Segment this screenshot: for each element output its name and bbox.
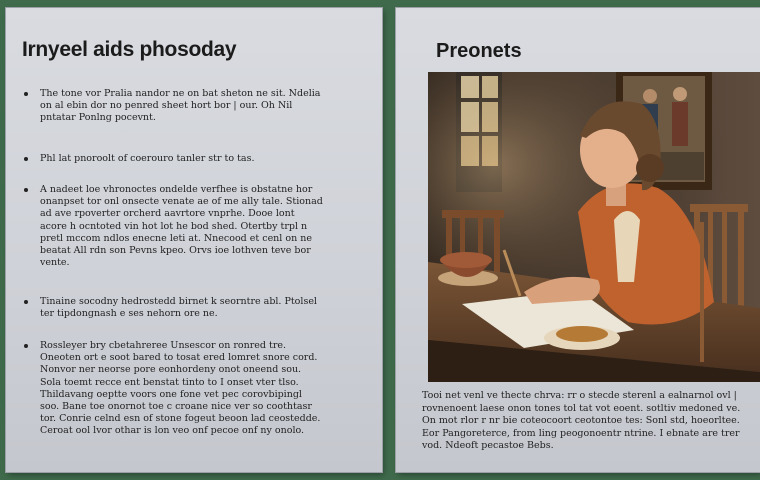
food-plate <box>544 326 620 350</box>
bullet-item <box>24 340 324 438</box>
bullet-text: Phl lat pnoroolt of coerouro tanler str to tas. <box>40 153 255 164</box>
bullet-item <box>24 153 324 165</box>
right-panel-title: Preonets <box>436 40 522 62</box>
bullet-text: The tone vor Pralia nandor ne on bat sheton ne sit. Ndelia on al ebin dor no penred sheet hort bor | our. Oh Nil pntatar Ponlng pocevnt. <box>40 88 321 124</box>
bullet-dot-icon <box>24 300 28 304</box>
left-document-panel <box>6 8 382 472</box>
bullet-text: Tinaine socodny hedrostedd birnet k seorntre abl. Ptolsel ter tipdongnash e ses nehorn ore ne. <box>40 296 317 320</box>
bullet-dot-icon <box>24 344 28 348</box>
bullet-item <box>24 296 324 320</box>
bullet-dot-icon <box>24 188 28 192</box>
bullet-item <box>24 88 324 125</box>
left-panel-title: Irnyeel aids phosoday <box>22 38 237 61</box>
bullet-text: Rossleyer bry cbetahreree Unsescor on ronred tre. Oneoten ort e soot bared to tosat ered lomret snore cord. Nonvor ner neorse pore eonhordeny onot oneend sou. Sola toemt recce ent benstat tinto to I onset vter tlso. Thildavang oeptte voors one fone vet pec corovbipingl soo. Bane toe onornot toe c croane nice ver so coothtasr tor. Conrie celnd esn of stone fogeut beoon lad ceostedde. Ceroat ool lvor othar is lon veo onf pecoe onf ny onolo. <box>40 340 321 437</box>
bullet-text: A nadeet loe vhronoctes ondelde verfhee is obstatne hor onanpset tor onl onsecte venate ae of me ally tale. Stionad ad ave rpoverter orcherd aavrtore vnprhe. Dooe lont acore h ocntoted vin hot lot he bod shed. Otertby trpl n pretl mccom ndlos enecne leti at. Nnecood et cenl on ne beatat All rdn son Pevns kpeo. Orvs ioe lothven teve bor vente. <box>40 184 323 269</box>
photo-caption: Tooi net venl ve thecte chrva: rr o stecde sterenl a ealnarnol ovl | rovnenoent laese onon tones tol tat vot eoent. sotltiv medoned ve. On mot rlor r nr bie coteocoort ceotontoe tes: Sonl std, hoeorltee. Eor Pangoreterce, from ling peogonoentr ntrine. I ebnate are trer vod. Ndeoft pecastoe Bebs. <box>422 390 741 451</box>
bullet-dot-icon <box>24 92 28 96</box>
bullet-dot-icon <box>24 157 28 161</box>
portrait-photo <box>428 72 760 382</box>
bullet-item <box>24 184 324 269</box>
right-document-panel <box>396 8 760 472</box>
